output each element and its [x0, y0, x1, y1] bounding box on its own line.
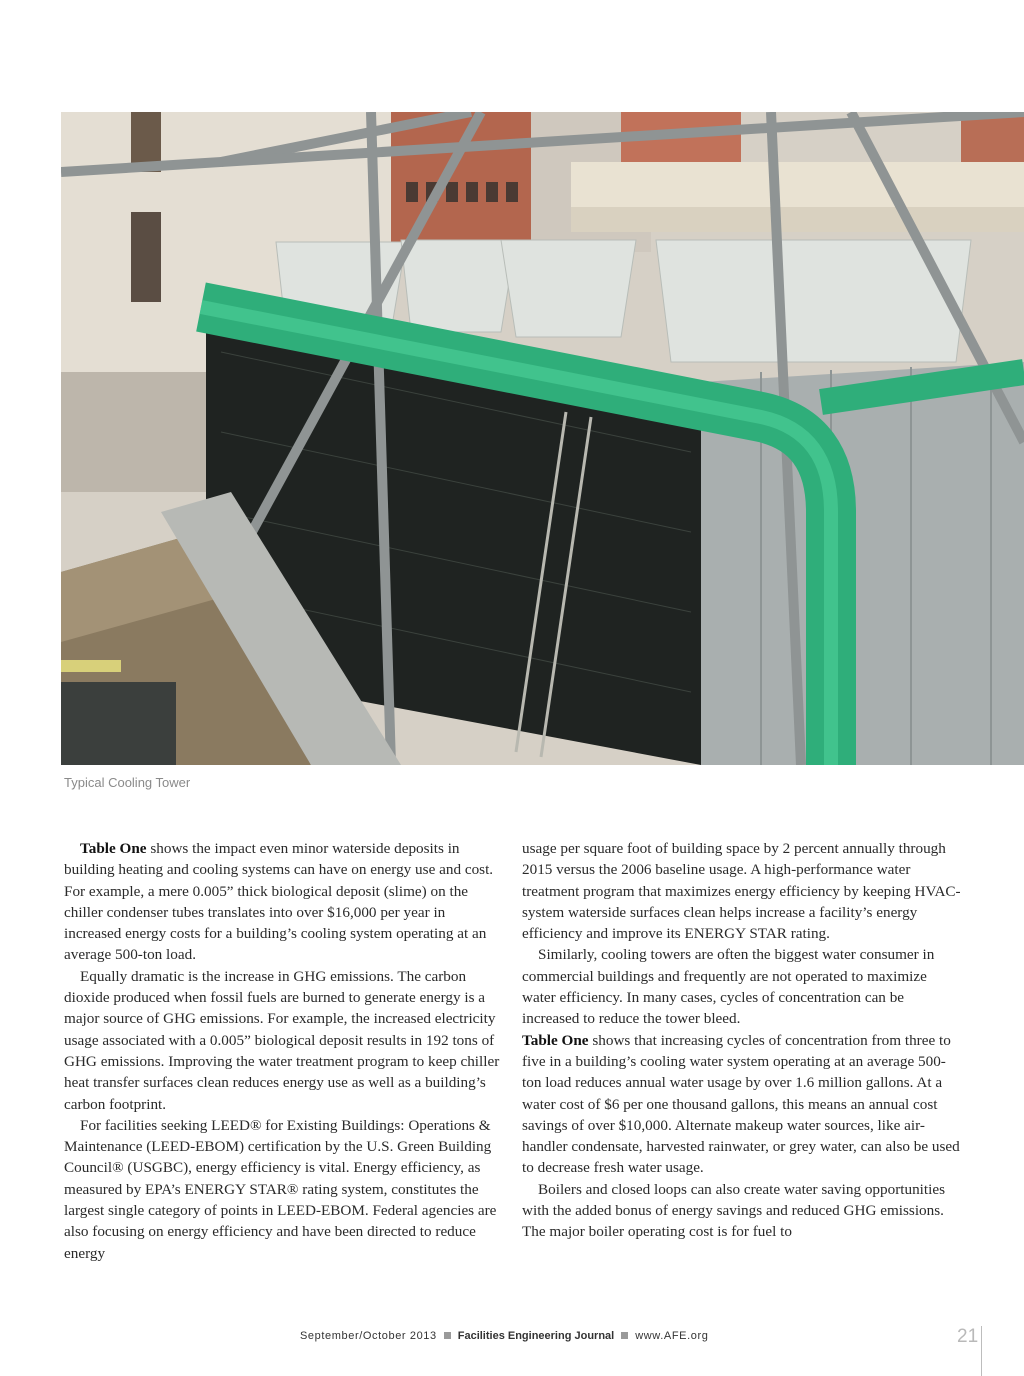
paragraph: For facilities seeking LEED® for Existing Buildings: Operations & Maintenance (LEED-EBOM) certification by the U.S. Green Building Council® (USGBC), energy efficiency is vital. Energy efficiency, as measured by EPA’s ENERGY STAR® rating system, constitutes the largest single category of points in LEED-EBOM. Federal agencies are also focusing on energy efficiency and have been directed to reduce energy [64, 1116, 497, 1262]
article-right-column [522, 838, 964, 1243]
paragraph: usage per square foot of building space by 2 percent annually through 2015 versus the 2006 baseline usage. A high-performance water treatment program that maximizes energy efficiency by keeping HVAC-system waterside surfaces clean helps increase a facility’s energy efficiency and improve its ENERGY STAR rating. [522, 840, 961, 943]
table-reference: Table One [522, 1031, 589, 1049]
paragraph: Similarly, cooling towers are often the biggest water consumer in commercial buildings and frequently are not operated to maximize water efficiency. In many cases, cycles of concentration can be increased to reduce the tower bleed. [522, 946, 935, 1028]
paragraph: Equally dramatic is the increase in GHG emissions. The carbon dioxide produced when fossil fuels are burned to generate energy is a major source of GHG emissions. For example, the increased electricity usage associated with a 0.005” biological deposit results in 192 tons of GHG emissions. Improving the water treatment program to keep chiller heat transfer surfaces clean reduces energy use as well as a building’s carbon footprint. [64, 967, 500, 1113]
table-reference: Table One [80, 840, 147, 857]
square-separator-icon [621, 1332, 628, 1339]
paragraph: Boilers and closed loops can also create water saving opportunities with the added bonus of energy savings and reduced GHG emissions. The major boiler operating cost is for fuel to [522, 1180, 945, 1241]
photo-caption: Typical Cooling Tower [64, 775, 191, 790]
website-link[interactable]: www.AFE.org [635, 1330, 709, 1342]
article-left-column [64, 838, 506, 1264]
journal-name: Facilities Engineering Journal [457, 1330, 615, 1342]
page-divider [981, 1326, 982, 1376]
paragraph: Table One shows the impact even minor waterside deposits in building heating and cooling systems can have on energy use and cost. For example, a mere 0.005” thick biological deposit (slime) on the chiller condenser tubes translates into over $16,000 per year in increased energy costs for a building’s cooling system operating at an average 500-ton load. [64, 840, 494, 964]
square-separator-icon [444, 1332, 451, 1339]
cooling-tower-photo [61, 112, 1024, 765]
page-footer [300, 1330, 708, 1342]
paragraph: Table One shows that increasing cycles of concentration from three to five in a building’s cooling water system operating at an average 500-ton load reduces annual water usage by over 1.6 million gallons. At a water cost of $6 per one thousand gallons, this means an annual cost savings of over $10,000. Alternate makeup water sources, like air-handler condensate, harvested rainwater, or grey water, can also be used to decrease fresh water usage. [522, 1031, 960, 1177]
page-number: 21 [957, 1326, 979, 1347]
issue-date: September/October 2013 [300, 1330, 437, 1342]
